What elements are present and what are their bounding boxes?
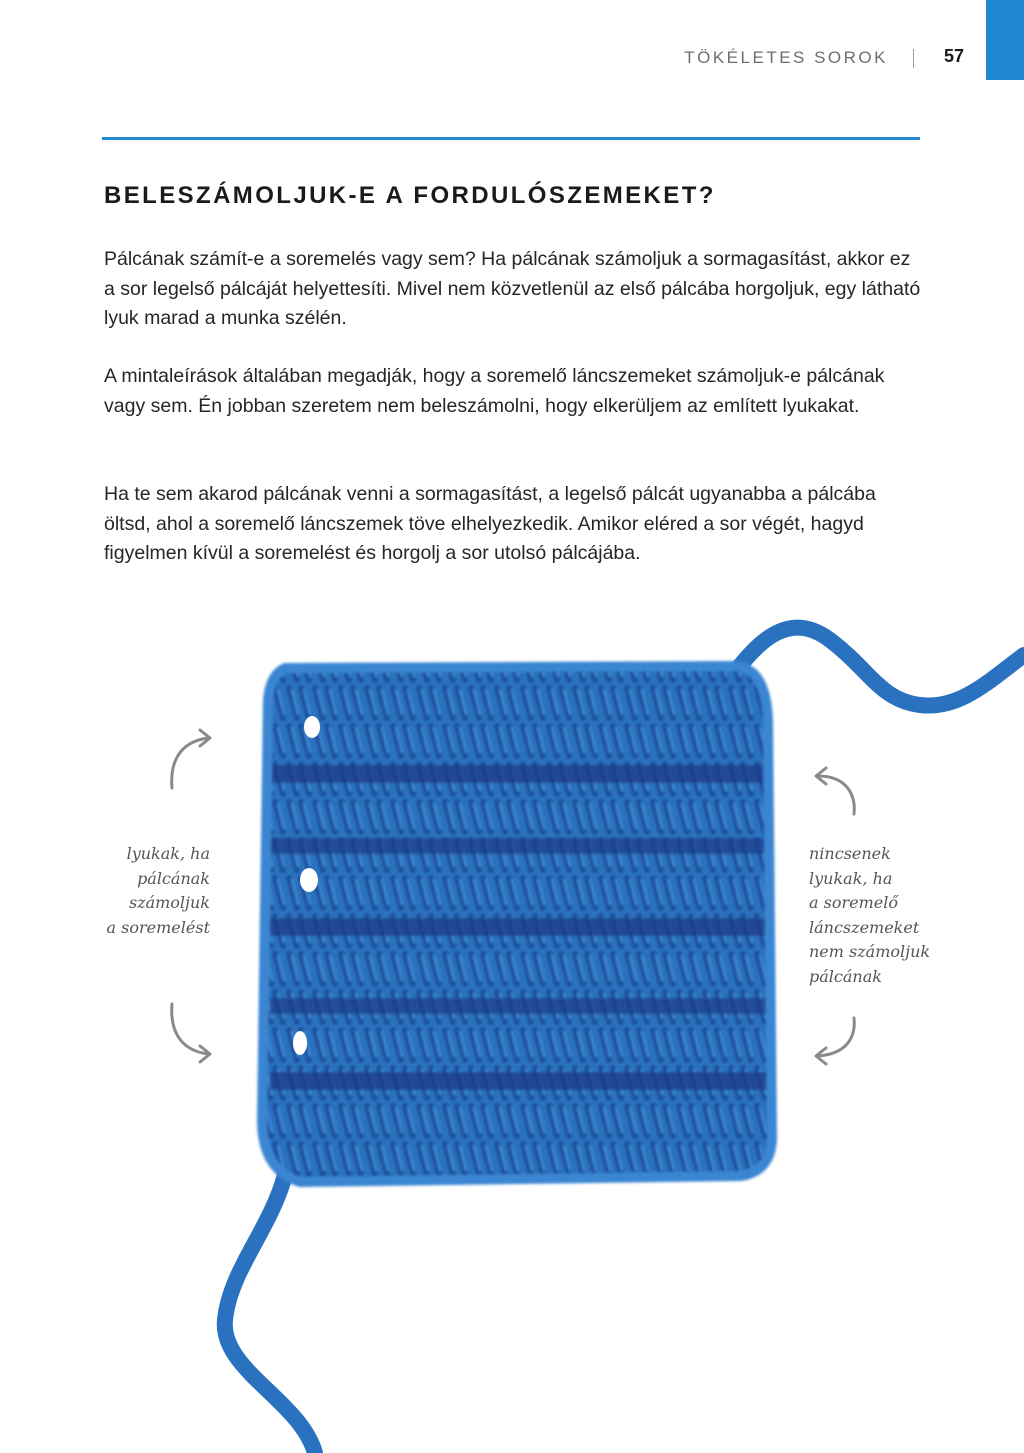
caption-right-line: lyukak, ha xyxy=(809,868,893,888)
paragraph-1: Pálcának számít-e a soremelés vagy sem? Ha pálcának számoljuk a sormagasítást, akkor ez a sor legelső pálcáját helyettesíti. Mivel nem közvetlenül az első pálcába horgoljuk, egy látható lyuk marad a munka szélén. xyxy=(104,248,921,329)
arrow-down-left-icon xyxy=(806,1012,864,1072)
caption-left-line: pálcának xyxy=(137,868,210,888)
header-separator xyxy=(913,49,914,68)
paragraph-2: A mintaleírások általában megadják, hogy a soremelő láncszemeket számoljuk-e pálcának vagy sem. Én jobban szeretem nem beleszámolni, hogy elkerüljem az említett lyukakat. xyxy=(104,365,885,417)
caption-right-line: pálcának xyxy=(809,966,882,986)
arrow-up-left-icon xyxy=(806,764,864,834)
page-tab-marker xyxy=(986,0,1024,80)
page-header xyxy=(0,0,1024,80)
caption-left xyxy=(70,842,210,940)
caption-right-line: nincsenek xyxy=(809,844,891,863)
running-title: TÖKÉLETES SOROK xyxy=(684,48,888,67)
section-rule xyxy=(102,137,920,140)
caption-right-line: láncszemeket xyxy=(809,917,920,937)
caption-left-line: számoljuk xyxy=(128,893,210,912)
swatch-body xyxy=(262,666,772,1182)
arrow-down-right-icon xyxy=(162,1000,220,1070)
caption-left-line: a soremelést xyxy=(106,917,210,937)
edge-hole-1 xyxy=(304,716,320,738)
page-number: 57 xyxy=(944,46,965,66)
caption-right xyxy=(809,842,959,989)
caption-right-line: a soremelő xyxy=(809,893,898,912)
caption-right-line: nem számoljuk xyxy=(809,942,931,961)
paragraph-3: Ha te sem akarod pálcának venni a sormagasítást, a legelső pálcát ugyanabba a pálcába öltsd, ahol a soremelő láncszemek töve elhelyezkedik. Amikor eléred a sor végét, hagyd figyelmen kívül a soremelést és horgolj a sor utolsó pálcájába. xyxy=(104,483,876,564)
crochet-swatch-photo xyxy=(0,600,1024,1453)
caption-left-line: lyukak, ha xyxy=(126,844,210,863)
arrow-up-right-icon xyxy=(162,724,220,794)
yarn-tail-bottom xyxy=(225,1175,315,1453)
section-heading: BELESZÁMOLJUK-E A FORDULÓSZEMEKET? xyxy=(104,182,716,209)
yarn-tail-top xyxy=(735,628,1024,706)
edge-hole-3 xyxy=(293,1031,307,1055)
edge-hole-2 xyxy=(300,868,318,892)
